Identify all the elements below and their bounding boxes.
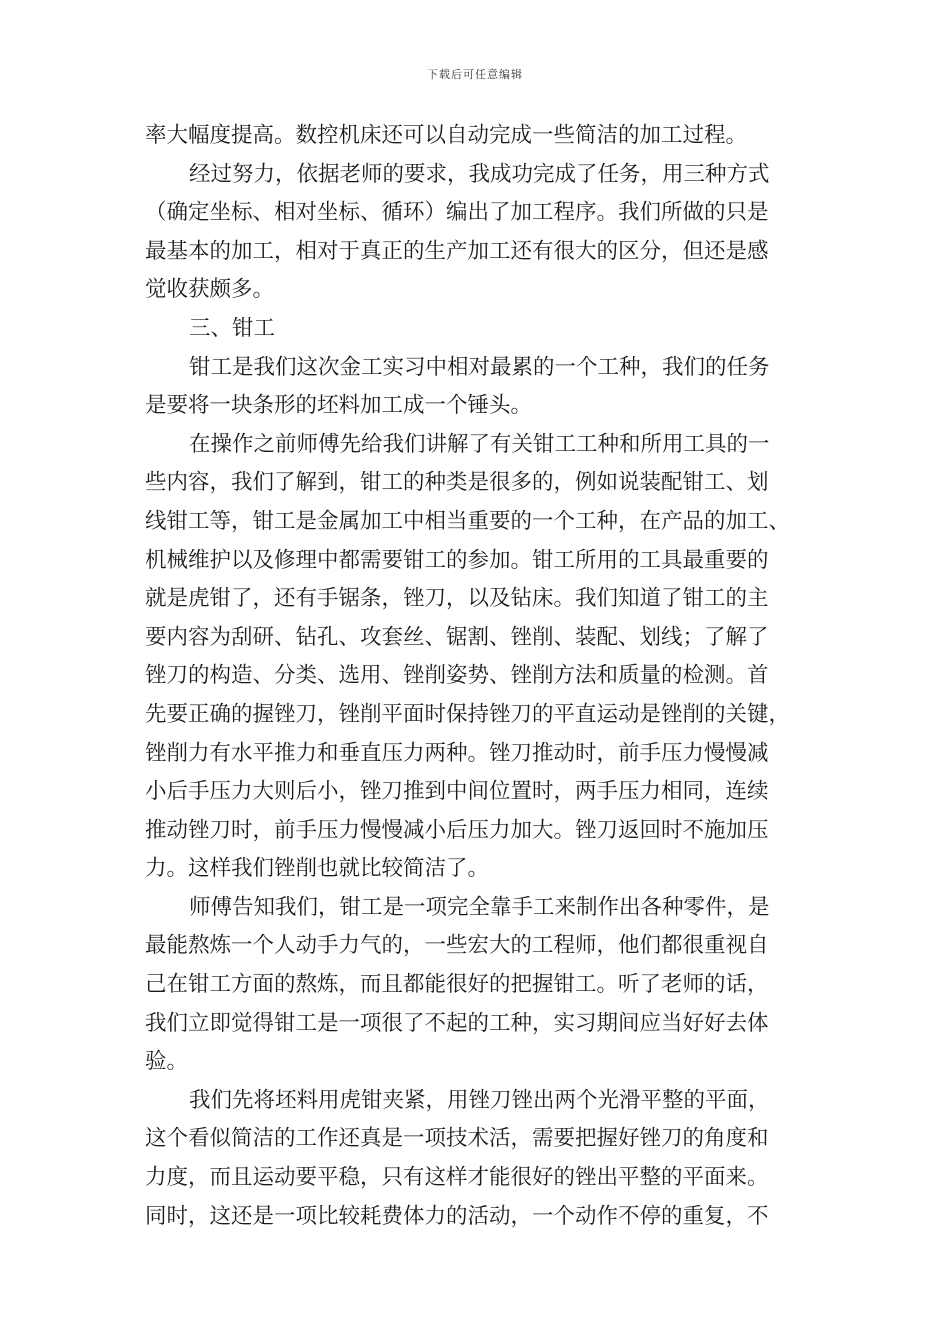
text-line: 经过努力，依据老师的要求，我成功完成了任务，用三种方式 (189, 161, 770, 187)
text-line: 就是虎钳了，还有手锯条，锉刀，以及钻床。我们知道了钳工的主 (145, 586, 769, 612)
text-line: 验。 (145, 1049, 189, 1075)
text-line: 己在钳工方面的熬炼，而且都能很好的把握钳工。听了老师的话， (145, 972, 769, 998)
text-line: （确定坐标、相对坐标、循环）编出了加工程序。我们所做的只是 (145, 200, 769, 226)
text-line: 同时，这还是一项比较耗费体力的活动，一个动作不停的重复，不 (145, 1203, 769, 1229)
text-line: 最基本的加工，相对于真正的生产加工还有很大的区分，但还是感 (145, 238, 769, 264)
text-line: 我们立即觉得钳工是一项很了不起的工种，实习期间应当好好去体 (145, 1010, 769, 1036)
text-line: 先要正确的握锉刀，锉削平面时保持锉刀的平直运动是锉削的关键， (145, 701, 791, 727)
text-line: 三、钳工 (189, 315, 276, 341)
text-line: 率大幅度提高。数控机床还可以自动完成一些简洁的加工过程。 (145, 123, 748, 148)
page-header: 下载后可任意编辑 (427, 68, 523, 81)
text-line: 师傅告知我们，钳工是一项完全靠手工来制作出各种零件，是 (189, 894, 770, 920)
text-line: 钳工是我们这次金工实习中相对最累的一个工种，我们的任务 (189, 354, 770, 380)
text-line: 些内容，我们了解到，钳工的种类是很多的，例如说装配钳工、划 (145, 470, 769, 496)
text-line: 这个看似简洁的工作还真是一项技术活，需要把握好锉刀的角度和 (145, 1126, 769, 1152)
text-line: 锉刀的构造、分类、选用、锉削姿势、锉削方法和质量的检测。首 (145, 663, 769, 689)
text-line: 小后手压力大则后小，锉刀推到中间位置时，两手压力相同，连续 (145, 779, 769, 805)
text-line: 力。这样我们锉削也就比较简洁了。 (145, 856, 490, 882)
text-line: 觉收获颇多。 (145, 277, 275, 303)
text-line: 锉削力有水平推力和垂直压力两种。锉刀推动时，前手压力慢慢减 (145, 740, 769, 766)
document-body (145, 117, 810, 1236)
text-line: 我们先将坯料用虎钳夹紧，用锉刀锉出两个光滑平整的平面， (189, 1087, 770, 1113)
text-line: 是要将一块条形的坯料加工成一个锤头。 (145, 393, 533, 419)
text-line: 力度，而且运动要平稳，只有这样才能很好的锉出平整的平面来。 (145, 1165, 769, 1191)
text-line: 线钳工等，钳工是金属加工中相当重要的一个工种，在产品的加工、 (145, 508, 791, 534)
text-line: 推动锉刀时，前手压力慢慢减小后压力加大。锉刀返回时不施加压 (145, 817, 769, 843)
text-line: 要内容为刮研、钻孔、攻套丝、锯割、锉削、装配、划线；了解了 (145, 624, 769, 650)
text-line: 最能熬炼一个人动手力气的，一些宏大的工程师，他们都很重视自 (145, 933, 769, 959)
text-line: 机械维护以及修理中都需要钳工的参加。钳工所用的工具最重要的 (145, 547, 769, 573)
text-line: 在操作之前师傅先给我们讲解了有关钳工工种和所用工具的一 (189, 431, 770, 457)
